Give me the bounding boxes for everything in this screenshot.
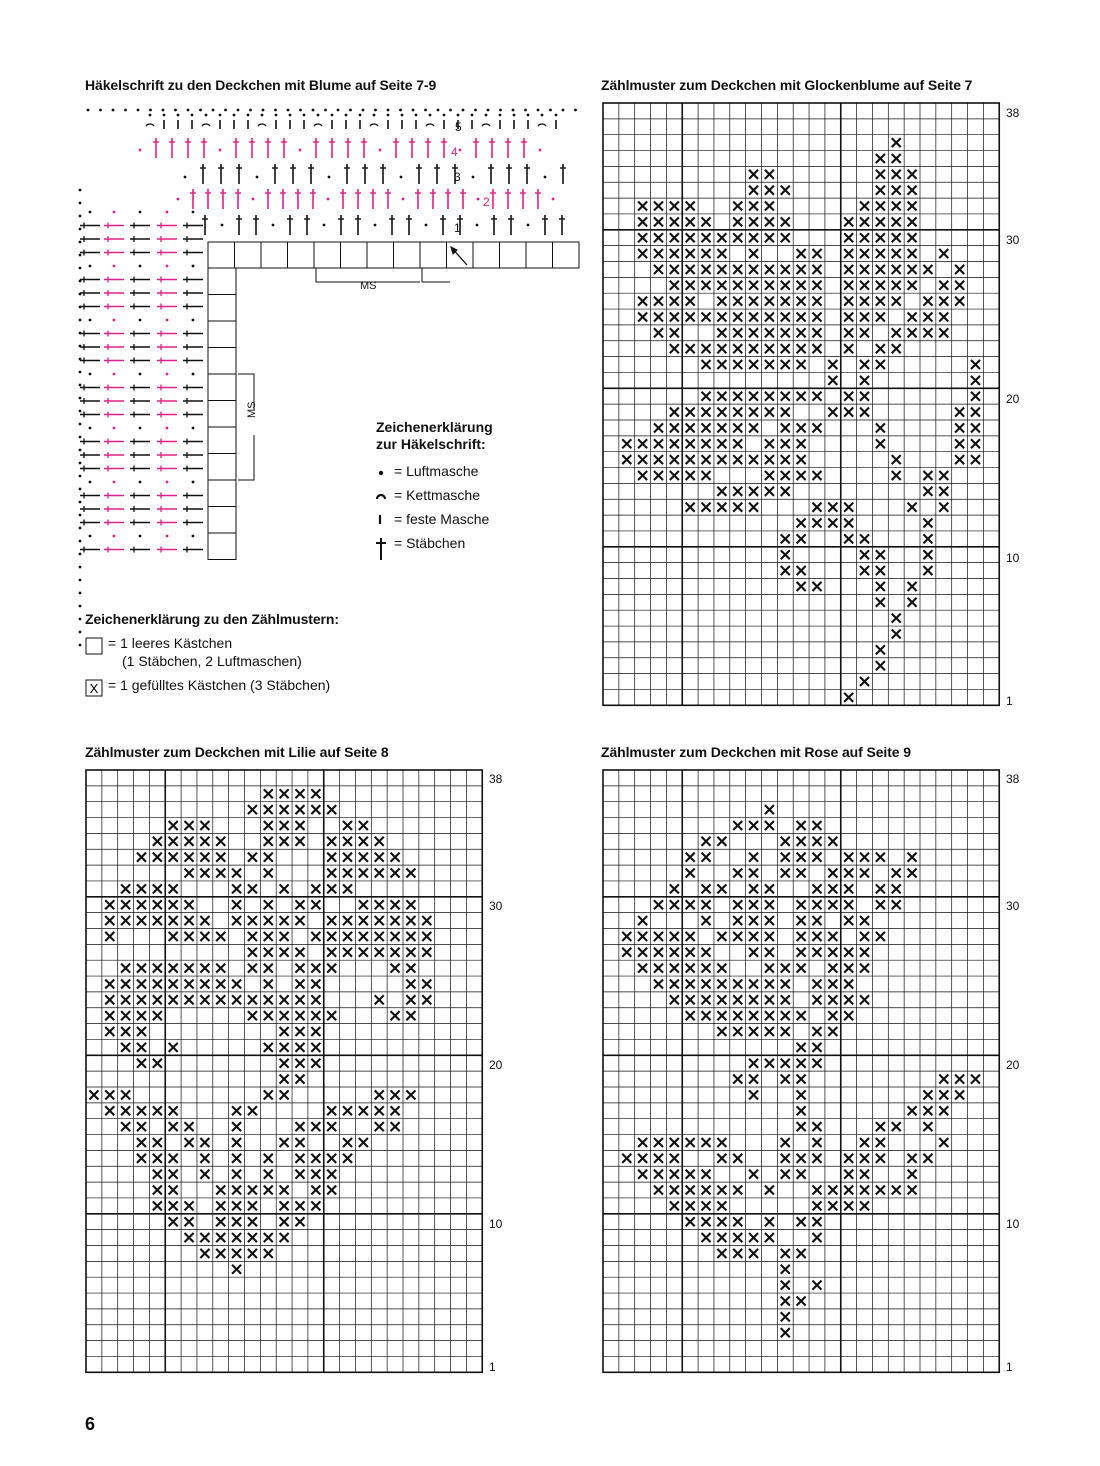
g-label-38: 38 xyxy=(1006,106,1020,120)
filled-box-symbol: X xyxy=(89,681,99,696)
row-label-1: 1 xyxy=(454,221,461,235)
r-label-38: 38 xyxy=(1006,772,1020,786)
l-label-30: 30 xyxy=(489,899,503,913)
legend-staebchen: = Stäbchen xyxy=(394,535,466,551)
r-label-10: 10 xyxy=(1006,1217,1020,1231)
l-label-20: 20 xyxy=(489,1058,503,1072)
row-label-4: 4 xyxy=(451,145,458,159)
row-label-2: 2 xyxy=(483,195,490,209)
chart-title-rose: Zählmuster zum Deckchen mit Rose auf Seite 9 xyxy=(601,744,911,760)
chain-dot-icon xyxy=(376,467,388,479)
crochet-legend-title xyxy=(376,419,493,453)
single-bar-icon xyxy=(375,513,387,527)
r-label-1: 1 xyxy=(1006,1360,1013,1374)
g-label-30: 30 xyxy=(1006,233,1020,247)
chart-title-lilie: Zählmuster zum Deckchen mit Lilie auf Seite 8 xyxy=(85,744,389,760)
ms-label-horizontal: MS xyxy=(360,280,377,292)
row-label-3: 3 xyxy=(454,170,461,184)
crochet-legend-title-line1: Zeichenerklärung xyxy=(376,419,493,435)
dc-cross-icon xyxy=(375,537,387,561)
legend-kettmasche: = Kettmasche xyxy=(394,487,480,503)
slip-arc-icon xyxy=(375,490,387,502)
legend-empty-line2: (1 Stäbchen, 2 Luftmaschen) xyxy=(122,653,302,669)
r-label-30: 30 xyxy=(1006,899,1020,913)
chart-rose xyxy=(602,769,1000,1373)
ms-label-vertical: MS xyxy=(246,401,258,418)
crochet-diagram xyxy=(70,100,590,570)
chart-lilie xyxy=(85,769,483,1373)
chart-legend-title: Zeichenerklärung zu den Zählmustern: xyxy=(85,611,339,627)
l-label-38: 38 xyxy=(489,772,503,786)
crochet-diagram-title: Häkelschrift zu den Deckchen mit Blume auf Seite 7-9 xyxy=(85,77,437,93)
crochet-legend-title-line2: zur Häkelschrift: xyxy=(376,436,486,452)
row-label-5: 5 xyxy=(455,120,462,134)
legend-feste-masche: = feste Masche xyxy=(394,511,490,527)
r-label-20: 20 xyxy=(1006,1058,1020,1072)
g-label-10: 10 xyxy=(1006,551,1020,565)
legend-filled: = 1 gefülltes Kästchen (3 Stäbchen) xyxy=(108,677,331,693)
l-label-1: 1 xyxy=(489,1360,496,1374)
chart-title-glockenblume: Zählmuster zum Deckchen mit Glockenblume auf Seite 7 xyxy=(601,77,973,93)
legend-empty-line1: = 1 leeres Kästchen xyxy=(108,635,233,651)
empty-box-icon xyxy=(85,637,103,655)
chart-glockenblume xyxy=(602,102,1000,706)
g-label-1: 1 xyxy=(1006,694,1013,708)
filled-box-icon xyxy=(85,679,103,697)
page-number: 6 xyxy=(85,1414,96,1434)
l-label-10: 10 xyxy=(489,1217,503,1231)
g-label-20: 20 xyxy=(1006,392,1020,406)
legend-luftmasche: = Luftmasche xyxy=(394,463,479,479)
